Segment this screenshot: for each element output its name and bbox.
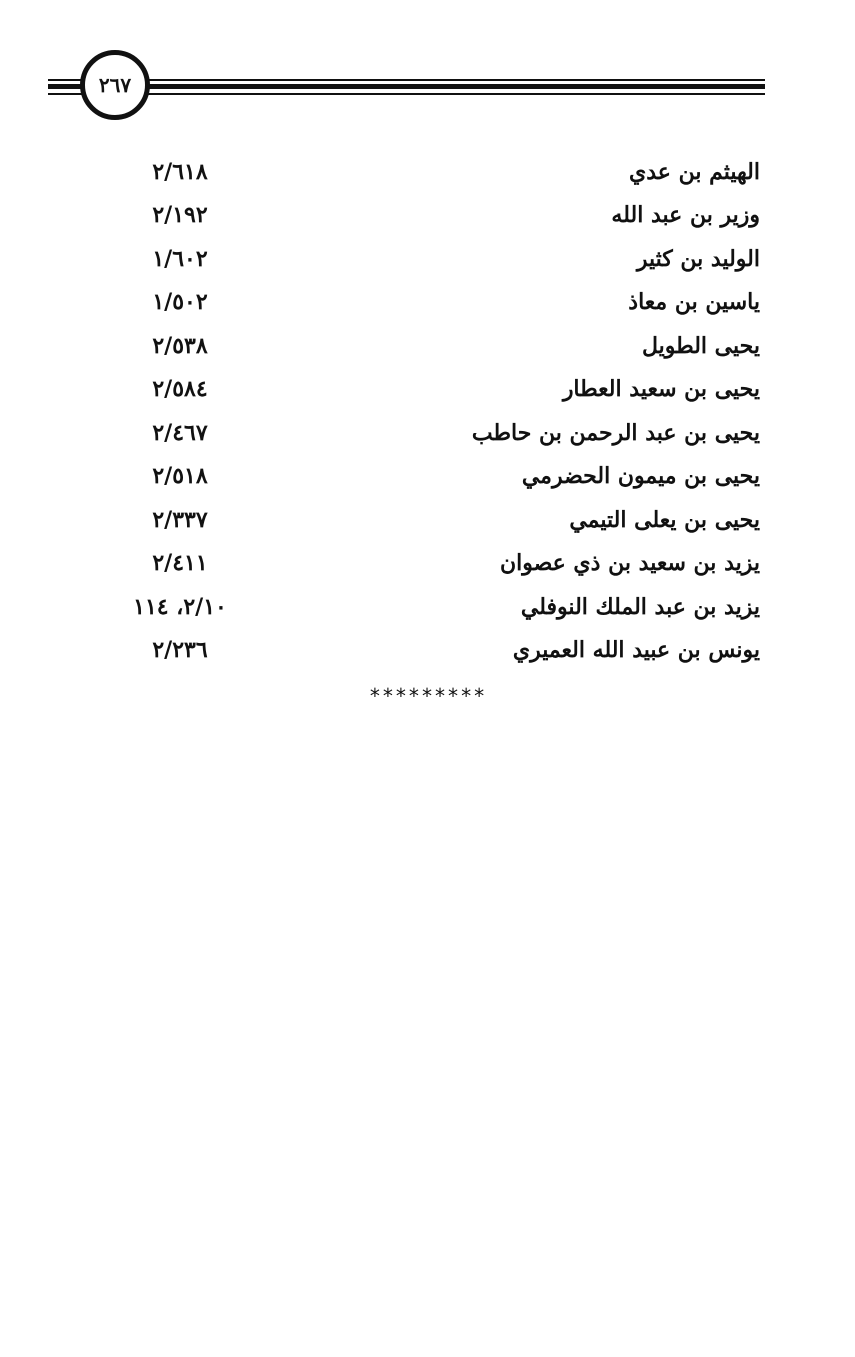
entry-name: يزيد بن سعيد بن ذي عصوان bbox=[499, 550, 760, 577]
header-rule bbox=[48, 84, 765, 89]
index-entry bbox=[120, 150, 760, 194]
entry-reference: ٢/٥٣٨ bbox=[152, 332, 208, 359]
index-entry bbox=[120, 455, 760, 499]
entry-reference: ١/٦٠٢ bbox=[152, 245, 208, 272]
entry-reference: ٢/٣٣٧ bbox=[152, 506, 208, 533]
entry-name: يحيى بن يعلى التيمي bbox=[569, 506, 760, 533]
index-entry bbox=[120, 498, 760, 542]
index-entry bbox=[120, 585, 760, 629]
entry-reference: ٢/٥٨٤ bbox=[152, 376, 208, 403]
entry-name: الوليد بن كثير bbox=[636, 245, 760, 272]
entry-reference: ٢/٦١٨ bbox=[152, 158, 208, 185]
entry-name: يحيى بن سعيد العطار bbox=[562, 376, 760, 403]
entry-reference: ٢/٤١١ bbox=[152, 550, 208, 577]
entry-reference: ٢/١٩٢ bbox=[152, 202, 208, 229]
entry-reference: ٢/٤٦٧ bbox=[152, 419, 208, 446]
section-divider: ********* bbox=[368, 684, 487, 708]
header-rule-bottom bbox=[48, 93, 765, 95]
entry-name: يزيد بن عبد الملك النوفلي bbox=[520, 593, 760, 620]
entry-name: الهيثم بن عدي bbox=[629, 158, 760, 185]
index-entry bbox=[120, 629, 760, 673]
index-entry bbox=[120, 194, 760, 238]
index-entry bbox=[120, 542, 760, 586]
entry-name: يحيى بن ميمون الحضرمي bbox=[521, 463, 760, 490]
entry-name: يونس بن عبيد الله العميري bbox=[512, 637, 760, 664]
index-entry bbox=[120, 411, 760, 455]
index-entry bbox=[120, 324, 760, 368]
entry-name: يحيى الطويل bbox=[642, 332, 760, 359]
entry-reference: ٢/٥١٨ bbox=[152, 463, 208, 490]
header-rule-top bbox=[48, 79, 765, 81]
entry-name: ياسين بن معاذ bbox=[628, 289, 760, 316]
entry-reference: ٢/١٠، ١١٤ bbox=[133, 593, 227, 620]
page-number: ٢٦٧ bbox=[80, 50, 150, 120]
entry-name: يحيى بن عبد الرحمن بن حاطب bbox=[471, 419, 760, 446]
index-list bbox=[120, 150, 760, 672]
index-entry bbox=[120, 281, 760, 325]
index-entry bbox=[120, 237, 760, 281]
entry-name: وزير بن عبد الله bbox=[611, 202, 760, 229]
index-entry bbox=[120, 368, 760, 412]
entry-reference: ١/٥٠٢ bbox=[152, 289, 208, 316]
entry-reference: ٢/٢٣٦ bbox=[152, 637, 208, 664]
